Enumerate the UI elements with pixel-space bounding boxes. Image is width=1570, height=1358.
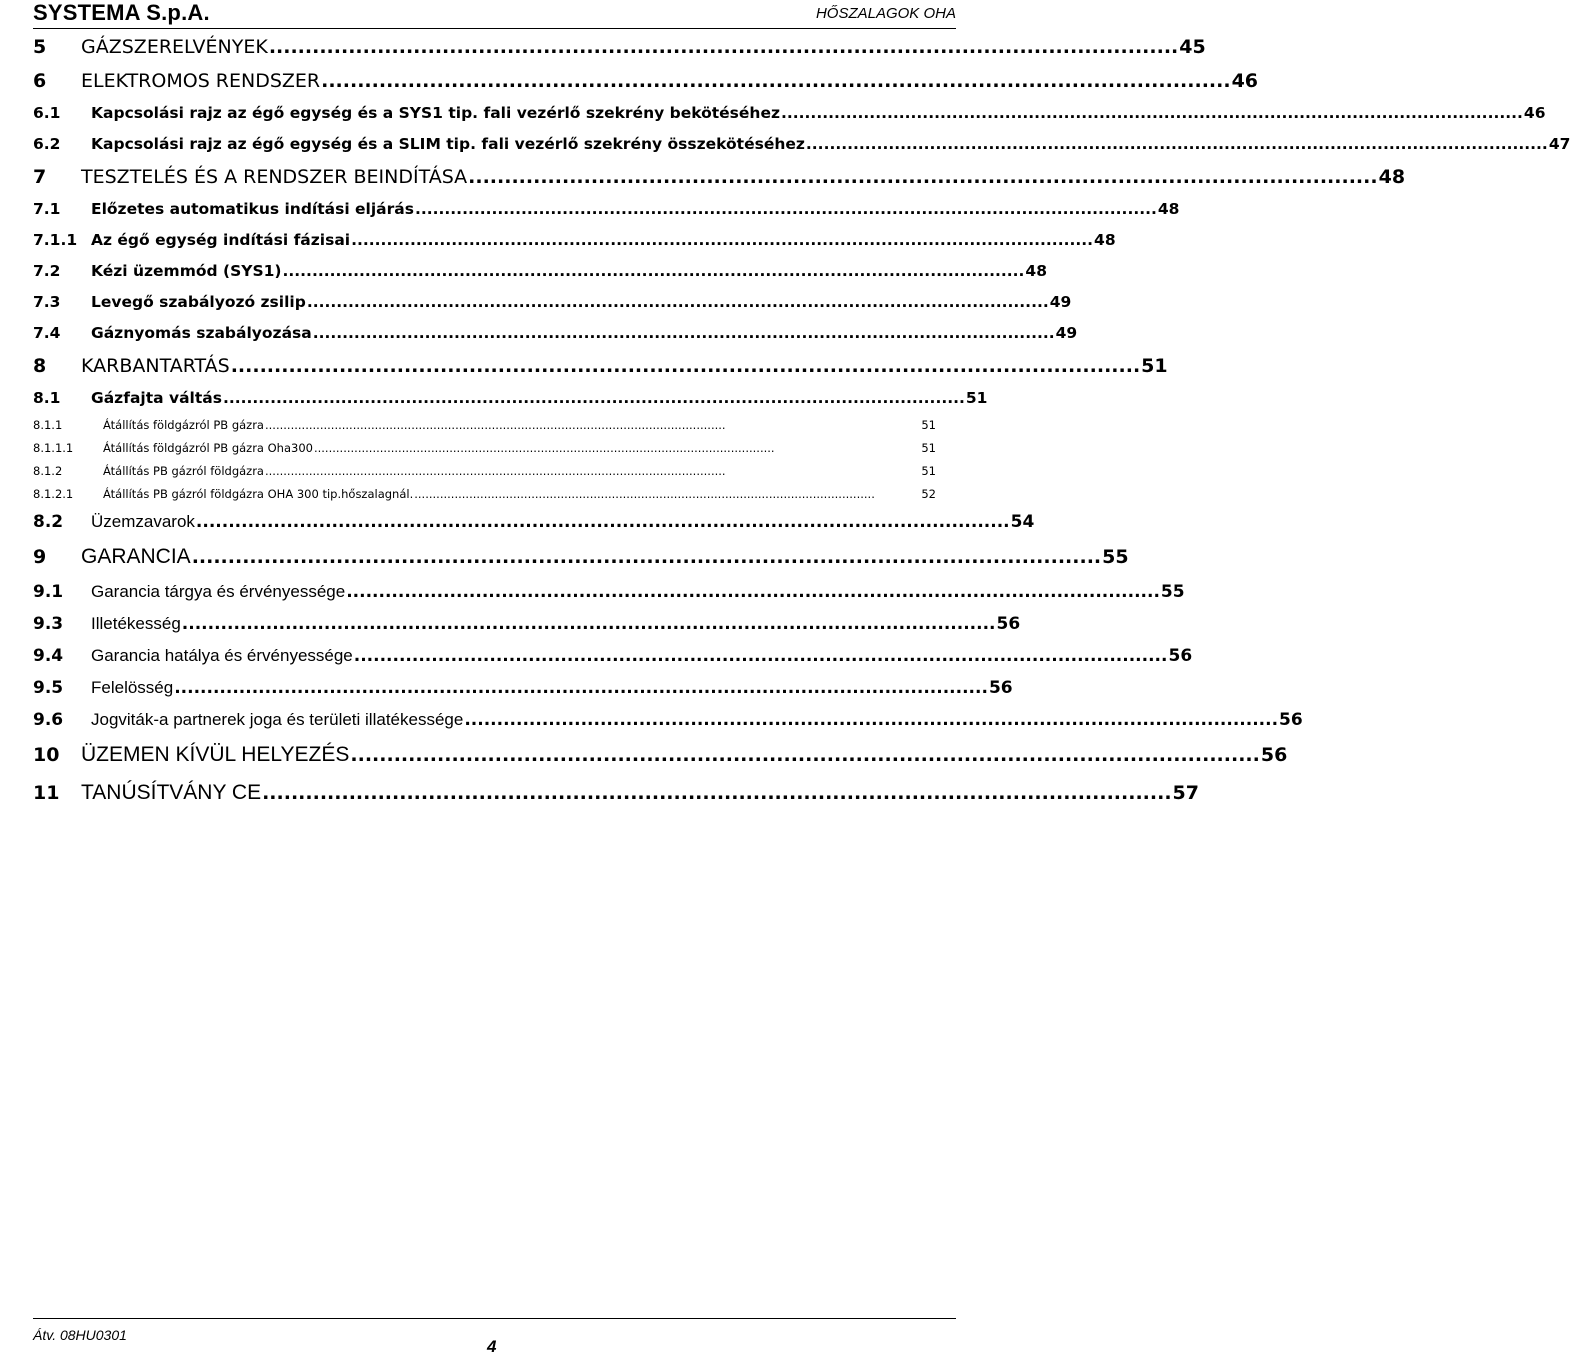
header-divider	[33, 28, 956, 29]
dot-leader: ..............................................................................................................................	[468, 166, 1378, 188]
toc-entry[interactable]	[33, 98, 1546, 129]
toc-entry-page: 49	[1049, 293, 1072, 311]
toc-entry-number: 9.5	[33, 678, 64, 698]
dot-leader: ..............................................................................................................................	[174, 678, 988, 698]
toc-entry[interactable]	[33, 672, 1013, 704]
dot-leader: ..............................................................................................................................	[264, 464, 726, 478]
toc-entry-page: 51	[921, 418, 936, 432]
toc-entry-number: 8.1.2.1	[33, 487, 74, 501]
toc-entry-title: TESZTELÉS ÉS A RENDSZER BEINDÍTÁSA	[81, 166, 468, 188]
dot-leader: ..............................................................................................................................	[264, 418, 726, 432]
toc-entry-page: 56	[1168, 646, 1193, 666]
toc-entry-page: 51	[965, 389, 988, 407]
toc-entry-number: 7.4	[33, 324, 61, 342]
toc-entry-page: 51	[1141, 355, 1168, 377]
toc-entry[interactable]	[33, 460, 936, 483]
dot-leader: ..............................................................................................................................	[321, 70, 1231, 92]
toc-entry-number: 7.3	[33, 293, 61, 311]
toc-entry-title: Átállítás földgázról PB gázra	[103, 418, 264, 432]
dot-leader: ..............................................................................................................................	[181, 614, 996, 634]
toc-entry-page: 47	[1548, 135, 1570, 153]
toc-entry[interactable]	[33, 194, 1180, 225]
toc-entry-page: 57	[1172, 782, 1199, 804]
toc-entry-title: Gáznyomás szabályozása	[91, 324, 312, 342]
toc-entry[interactable]	[33, 129, 1570, 160]
toc-entry-page: 55	[1160, 582, 1185, 602]
toc-entry-number: 8.1.1	[33, 418, 63, 432]
toc-entry-page: 56	[1279, 710, 1303, 730]
dot-leader: ..............................................................................................................................	[282, 262, 1025, 280]
toc-entry-page: 48	[1157, 200, 1180, 218]
toc-entry[interactable]	[33, 256, 1047, 287]
toc-entry-page: 52	[921, 487, 936, 501]
toc-entry-title: GÁZSZERELVÉNYEK	[81, 36, 268, 58]
toc-entry-title: Kézi üzemmód (SYS1)	[91, 262, 282, 280]
toc-entry-page: 51	[921, 464, 936, 478]
dot-leader: ..............................................................................................................................	[191, 546, 1102, 568]
dot-leader: ..............................................................................................................................	[230, 355, 1141, 377]
toc-entry-title: Átállítás földgázról PB gázra Oha300	[103, 441, 313, 455]
toc-entry-page: 54	[1010, 512, 1035, 532]
dot-leader: ..............................................................................................................................	[464, 710, 1279, 730]
toc-entry-title: ELEKTROMOS RENDSZER	[81, 70, 321, 92]
toc-entry-title: Garancia hatálya és érvényessége	[91, 646, 353, 665]
table-of-contents	[33, 30, 1570, 812]
toc-entry-number: 6	[33, 70, 47, 92]
dot-leader: ..............................................................................................................................	[414, 487, 875, 501]
toc-entry[interactable]	[33, 576, 1185, 608]
dot-leader: ..............................................................................................................................	[780, 104, 1523, 122]
dot-leader: ..............................................................................................................................	[414, 200, 1157, 218]
toc-entry-page: 46	[1523, 104, 1546, 122]
toc-entry-number: 8	[33, 355, 47, 377]
company-name: SYSTEMA S.p.A.	[33, 0, 210, 25]
toc-entry[interactable]	[33, 704, 1303, 736]
dot-leader: ..............................................................................................................................	[350, 744, 1260, 766]
dot-leader: ..............................................................................................................................	[805, 135, 1548, 153]
toc-entry-title: Üzemzavarok	[91, 512, 195, 531]
toc-entry-number: 7.1	[33, 200, 61, 218]
dot-leader: ..............................................................................................................................	[262, 782, 1172, 804]
toc-entry[interactable]	[33, 538, 1129, 576]
toc-entry-page: 51	[921, 441, 936, 455]
toc-entry[interactable]	[33, 287, 1072, 318]
dot-leader: ..............................................................................................................................	[268, 36, 1179, 58]
toc-entry-title: Átállítás PB gázról földgázra	[103, 464, 264, 478]
page-number: 4	[487, 1337, 497, 1356]
dot-leader: ..............................................................................................................................	[222, 389, 965, 407]
toc-entry-title: Garancia tárgya és érvényessége	[91, 582, 346, 601]
toc-entry-number: 9	[33, 546, 47, 568]
toc-entry-page: 48	[1094, 231, 1116, 249]
toc-entry-number: 5	[33, 36, 47, 58]
toc-entry-page: 56	[988, 678, 1013, 698]
toc-entry[interactable]	[33, 774, 1199, 812]
toc-entry-number: 8.1	[33, 389, 61, 407]
toc-entry-number: 7	[33, 166, 47, 188]
toc-entry[interactable]	[33, 349, 1168, 383]
toc-entry[interactable]	[33, 414, 936, 437]
dot-leader: ..............................................................................................................................	[313, 441, 775, 455]
toc-entry-page: 48	[1025, 262, 1047, 280]
toc-entry[interactable]	[33, 225, 1116, 256]
toc-entry-number: 6.1	[33, 104, 61, 122]
toc-entry-number: 6.2	[33, 135, 61, 153]
toc-entry-page: 46	[1231, 70, 1259, 92]
toc-entry[interactable]	[33, 64, 1259, 98]
toc-entry-title: Előzetes automatikus indítási eljárás	[91, 200, 414, 218]
toc-entry[interactable]	[33, 483, 936, 506]
toc-entry-title: KARBANTARTÁS	[81, 355, 230, 377]
document-title: HŐSZALAGOK OHA	[815, 5, 956, 22]
toc-entry-page: 48	[1378, 166, 1406, 188]
toc-entry-number: 9.3	[33, 614, 64, 634]
toc-entry[interactable]	[33, 437, 936, 460]
toc-entry-number: 8.1.1.1	[33, 441, 74, 455]
dot-leader: ..............................................................................................................................	[306, 293, 1049, 311]
toc-entry-number: 8.1.2	[33, 464, 63, 478]
toc-entry-title: Jogviták-a partnerek joga és területi illatékessége	[91, 710, 464, 729]
toc-entry-title: TANÚSÍTVÁNY CE	[81, 781, 262, 804]
toc-entry-number: 10	[33, 744, 60, 766]
dot-leader: ..............................................................................................................................	[346, 582, 1160, 602]
toc-entry[interactable]	[33, 640, 1193, 672]
toc-entry[interactable]	[33, 160, 1406, 194]
toc-entry-page: 56	[1260, 744, 1288, 766]
toc-entry-number: 9.1	[33, 582, 64, 602]
toc-entry-page: 45	[1179, 36, 1206, 58]
toc-entry[interactable]	[33, 30, 1206, 64]
toc-entry-number: 9.6	[33, 710, 64, 730]
dot-leader: ..............................................................................................................................	[351, 231, 1094, 249]
document-code: Átv. 08HU0301	[33, 1327, 127, 1343]
toc-entry[interactable]	[33, 608, 1021, 640]
dot-leader: ..............................................................................................................................	[353, 646, 1168, 666]
toc-entry-title: ÜZEMEN KÍVÜL HELYEZÉS	[81, 743, 350, 766]
toc-entry-title: Kapcsolási rajz az égő egység és a SLIM tip. fali vezérlő szekrény összekötéséhez	[91, 135, 805, 153]
toc-entry-title: Átállítás PB gázról földgázra OHA 300 tip.hőszalagnál.	[103, 487, 414, 501]
toc-entry-title: Gázfajta váltás	[91, 389, 222, 407]
toc-entry-page: 55	[1102, 546, 1129, 568]
toc-entry-title: Levegő szabályozó zsilip	[91, 293, 306, 311]
toc-entry[interactable]	[33, 383, 988, 414]
toc-entry-title: Felelösség	[91, 678, 174, 697]
page-header	[33, 0, 956, 28]
toc-entry-title: Az égő egység indítási fázisai	[91, 231, 351, 249]
dot-leader: ..............................................................................................................................	[195, 512, 1010, 532]
toc-entry[interactable]	[33, 506, 1035, 538]
toc-entry[interactable]	[33, 736, 1288, 774]
toc-entry-title: GARANCIA	[81, 545, 191, 568]
dot-leader: ..............................................................................................................................	[312, 324, 1055, 342]
toc-entry-title: Illetékesség	[91, 614, 181, 633]
toc-entry-number: 7.1.1	[33, 231, 78, 249]
toc-entry[interactable]	[33, 318, 1078, 349]
toc-entry-number: 11	[33, 782, 60, 804]
toc-entry-title: Kapcsolási rajz az égő egység és a SYS1 tip. fali vezérlő szekrény bekötéséhez	[91, 104, 780, 122]
footer-divider	[33, 1318, 956, 1319]
toc-entry-number: 7.2	[33, 262, 61, 280]
toc-entry-page: 56	[996, 614, 1021, 634]
toc-entry-page: 49	[1055, 324, 1078, 342]
toc-entry-number: 9.4	[33, 646, 64, 666]
toc-entry-number: 8.2	[33, 512, 64, 532]
